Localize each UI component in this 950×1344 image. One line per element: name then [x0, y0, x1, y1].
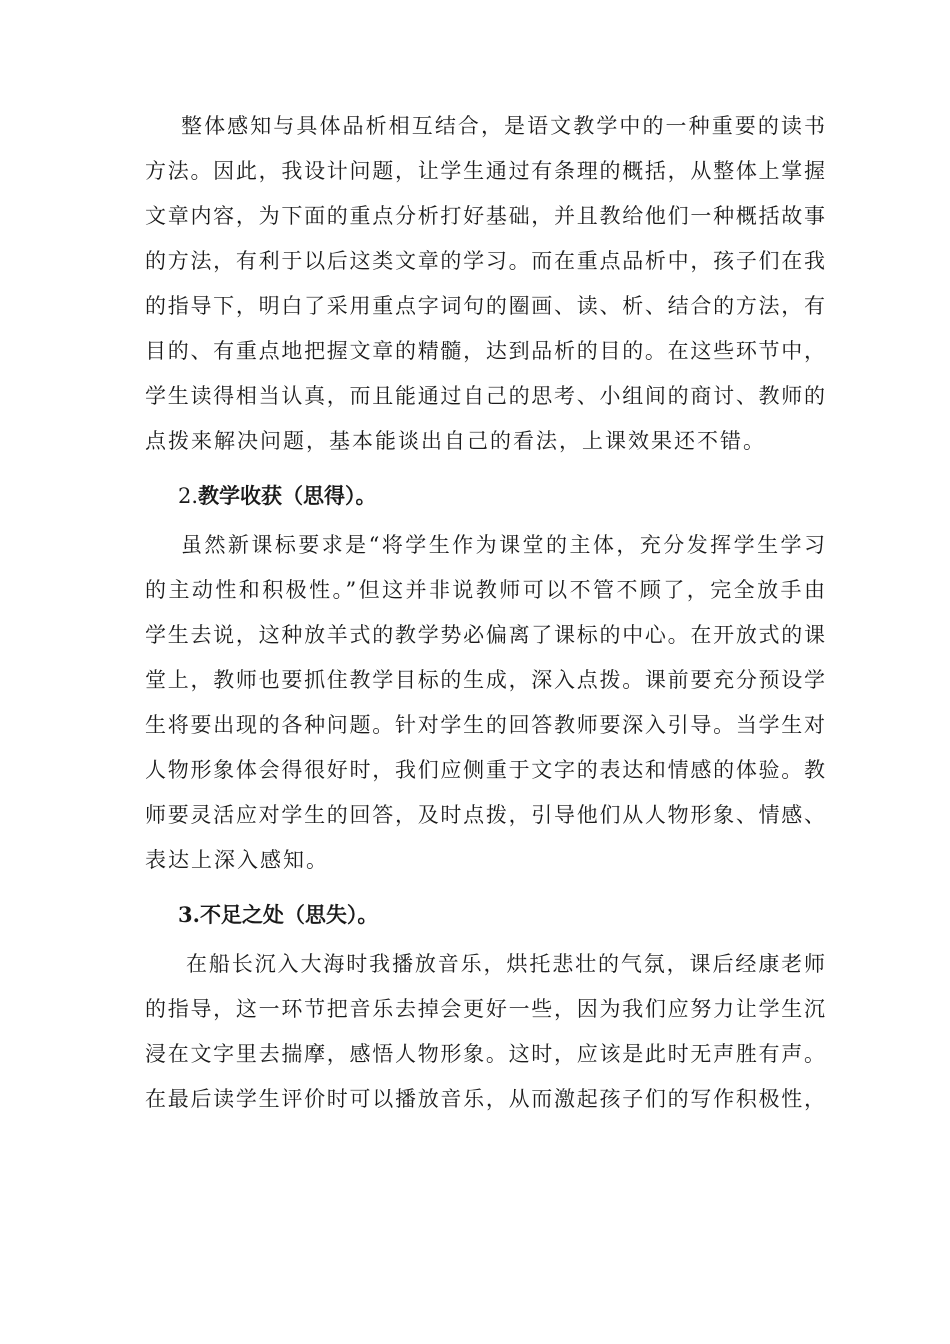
section-heading-3-text: 不足之处（思失）。: [199, 902, 379, 927]
paragraph-3-line-4: 在最后读学生评价时可以播放音乐，从而激起孩子们的写作积极性，: [145, 1087, 825, 1111]
paragraph-2-line-7: 师要灵活应对学生的回答，及时点拨，引导他们从人物形象、情感、: [145, 803, 825, 827]
paragraph-1-line-7: 学生读得相当认真，而且能通过自己的思考、小组间的商讨、教师的: [145, 384, 825, 408]
paragraph-1-line-1: 整体感知与具体品析相互结合，是语文教学中的一种重要的读书: [181, 114, 825, 138]
section-heading-3: [178, 900, 858, 930]
paragraph-1-line-6: 目的、有重点地把握文章的精髓，达到品析的目的。在这些环节中，: [145, 339, 825, 363]
paragraph-3-line-1: 在船长沉入大海时我播放音乐，烘托悲壮的气氛，课后经康老师: [186, 952, 825, 976]
paragraph-3-line-2: 的指导，这一环节把音乐去掉会更好一些，因为我们应努力让学生沉: [145, 997, 825, 1021]
paragraph-2-line-2: 的主动性和积极性。”但这并非说教师可以不管不顾了，完全放手由: [145, 578, 825, 602]
paragraph-2-line-6: 人物形象体会得很好时，我们应侧重于文字的表达和情感的体验。教: [145, 758, 825, 782]
section-heading-2-text: 教学收获（思得）。: [198, 483, 377, 508]
section-heading-2: [178, 481, 858, 511]
paragraph-2-line-1: 虽然新课标要求是“将学生作为课堂的主体，充分发挥学生学习: [181, 533, 825, 557]
paragraph-1-line-2: 方法。因此，我设计问题，让学生通过有条理的概括，从整体上掌握: [145, 159, 825, 183]
paragraph-2-line-8: 表达上深入感知。: [145, 848, 329, 872]
section-heading-3-number: 3.: [178, 902, 200, 927]
paragraph-2-line-4: 堂上，教师也要抓住教学目标的生成，深入点拨。课前要充分预设学: [145, 668, 825, 692]
paragraph-2-line-5: 生将要出现的各种问题。针对学生的回答教师要深入引导。当学生对: [145, 713, 825, 737]
paragraph-3-line-3: 浸在文字里去揣摩，感悟人物形象。这时，应该是此时无声胜有声。: [145, 1042, 825, 1066]
paragraph-1-line-3: 文章内容，为下面的重点分析打好基础，并且教给他们一种概括故事: [145, 204, 825, 228]
section-heading-2-number: 2.: [178, 484, 199, 508]
paragraph-1-line-8: 点拨来解决问题，基本能谈出自己的看法，上课效果还不错。: [145, 429, 766, 453]
paragraph-2-line-3: 学生去说，这种放羊式的教学势必偏离了课标的中心。在开放式的课: [145, 623, 825, 647]
paragraph-1-line-5: 的指导下，明白了采用重点字词句的圈画、读、析、结合的方法，有: [145, 294, 825, 318]
paragraph-1-line-4: 的方法，有利于以后这类文章的学习。而在重点品析中，孩子们在我: [145, 249, 825, 273]
